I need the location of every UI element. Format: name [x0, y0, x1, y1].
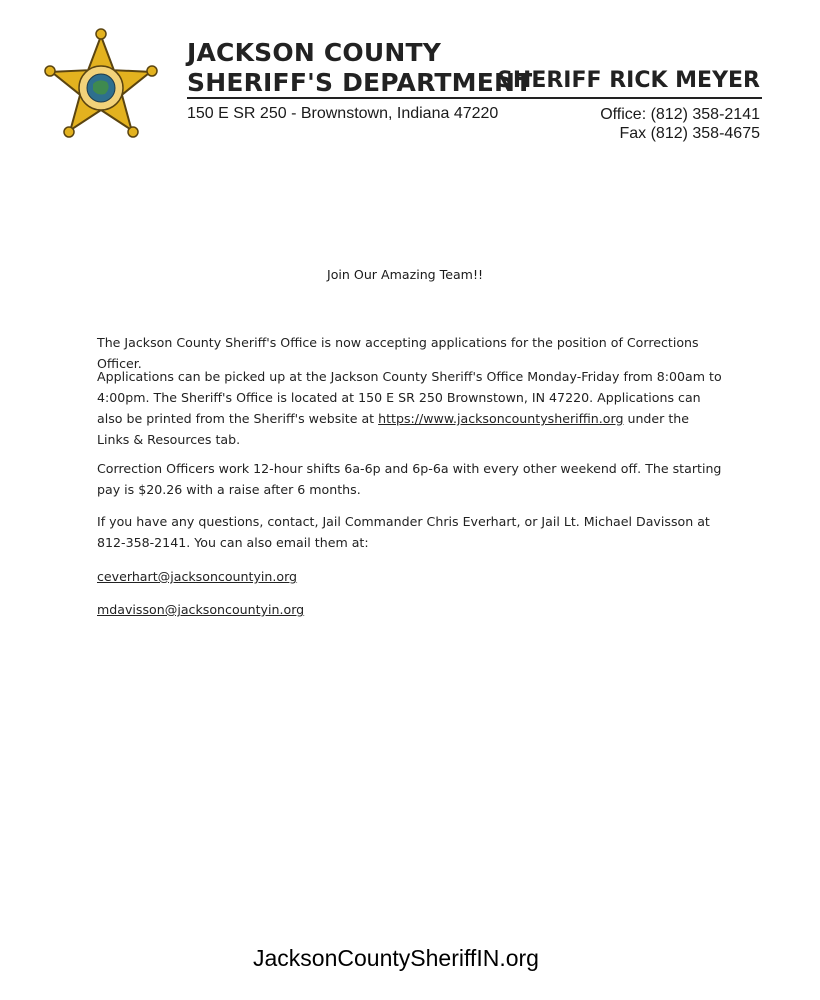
paragraph-contact: If you have any questions, contact, Jail Commander Chris Everhart, or Jail Lt. Michael Davisson at 812-358-2141. You can also email them at: — [97, 514, 710, 550]
website-link[interactable]: https://www.jacksoncountysheriffin.org — [378, 411, 624, 426]
contact-block — [600, 105, 760, 143]
footer-website: JacksonCountySheriffIN.org — [253, 945, 539, 971]
email-link-davisson[interactable] — [97, 599, 722, 620]
org-name-line2: SHERIFF'S DEPARTMENT — [187, 68, 533, 97]
department-address: 150 E SR 250 - Brownstown, Indiana 47220 — [187, 105, 499, 122]
sheriff-name: SHERIFF RICK MEYER — [497, 68, 760, 93]
paragraph-applications — [97, 366, 722, 450]
header-divider — [187, 97, 762, 99]
paragraph-shifts-pay: Correction Officers work 12-hour shifts 6a-6p and 6p-6a with every other weekend off. The starting pay is $20.26 with a raise after 6 months. — [97, 461, 722, 497]
applications-text-end: under the Links & Resources tab. — [97, 411, 690, 447]
paragraph-position: The Jackson County Sheriff's Office is now accepting applications for the position of Corrections Officer. — [97, 335, 699, 371]
office-phone: Office: (812) 358-2141 — [600, 106, 760, 123]
email-link-text[interactable]: mdavisson@jacksoncountyin.org — [97, 602, 305, 617]
applications-text: Applications can be picked up at the Jackson County Sheriff's Office Monday-Friday from 8:00am to 4:00pm. The Sheriff's Office is located at 150 E SR 250 Brownstown, IN 47220. Applications can also be printed from the Sheriff's website at — [97, 369, 722, 426]
email-link-text[interactable]: ceverhart@jacksoncountyin.org — [97, 569, 298, 584]
org-name-line1: JACKSON COUNTY — [187, 38, 442, 67]
fax-number: Fax (812) 358-4675 — [619, 125, 760, 142]
email-link-everhart[interactable] — [97, 566, 722, 587]
letter-heading: Join Our Amazing Team!! — [327, 267, 484, 282]
sheriff-star-badge-logo — [30, 20, 172, 152]
